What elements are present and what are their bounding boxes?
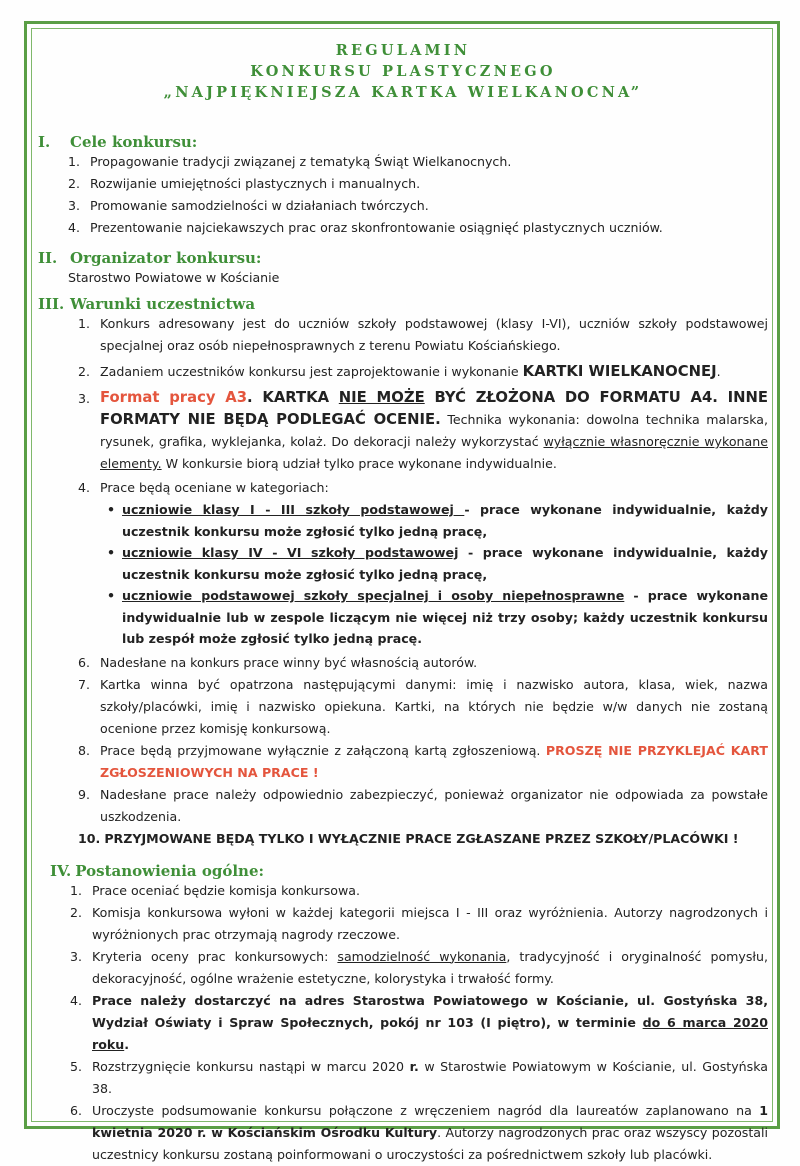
section-title: Organizator konkursu: — [70, 249, 262, 267]
list-item: 9. Nadesłane prace należy odpowiednio zabezpieczyć, ponieważ organizator nie odpowiada za powstałe uszkodzenia. — [78, 786, 768, 824]
title-line-2: KONKURSU PLASTYCZNEGO — [250, 63, 556, 80]
section-heading — [38, 295, 768, 313]
list-item: • uczniowie klasy I - III szkoły podstawowej - prace wykonane indywidualnie, każdy uczestnik konkursu może zgłosić tylko jedną pracę, — [106, 502, 768, 539]
section-organizer — [38, 249, 768, 289]
list-item: 10. PRZYJMOWANE BĘDĄ TYLKO I WYŁĄCZNIE PRACE ZGŁASZANE PRZEZ SZKOŁY/PLACÓWKI ! — [78, 830, 739, 846]
document-title — [38, 36, 768, 103]
section-title: Cele konkursu: — [70, 133, 198, 151]
list-item: 1. Prace oceniać będzie komisja konkursowa. — [70, 882, 361, 898]
list-item: 2. Rozwijanie umiejętności plastycznych i manualnych. — [68, 176, 421, 191]
section-conditions — [38, 295, 768, 850]
list-item: • uczniowie klasy IV - VI szkoły podstawowej - prace wykonane indywidualnie, każdy uczestnik konkursu może zgłosić tylko jedną pracę, — [106, 545, 768, 582]
section-number: II. — [38, 249, 58, 267]
goals-list — [38, 151, 768, 239]
conditions-list — [38, 313, 768, 499]
section-title: Warunki uczestnictwa — [70, 295, 256, 313]
list-item: 4. Prezentowanie najciekawszych prac oraz skonfrontowanie osiągnięć plastycznych uczniów. — [68, 220, 663, 235]
title-line-1: REGULAMIN — [335, 42, 471, 59]
section-heading — [38, 249, 768, 267]
provisions-list — [38, 880, 768, 1166]
organizer-name: Starostwo Powiatowe w Kościanie — [68, 270, 280, 285]
list-item: 2. Komisja konkursowa wyłoni w każdej kategorii miejsca I - III oraz wyróżnienia. Autorzy nagrodzonych i wyróżnionych prac otrzymają nagrody rzeczowe. — [70, 904, 768, 942]
list-item: 3. Promowanie samodzielności w działaniach twórczych. — [68, 198, 429, 213]
section-heading — [38, 862, 768, 880]
section-number: III. — [38, 295, 65, 313]
list-item: 1. Propagowanie tradycji związanej z tematyką Świąt Wielkanocnych. — [68, 154, 512, 169]
title-line-3: „NAJPIĘKNIEJSZA KARTKA WIELKANOCNA” — [163, 84, 643, 101]
list-item: • uczniowie podstawowej szkoły specjalnej i osoby niepełnosprawne - prace wykonane indywidualnie lub w zespole liczącym nie więcej niż trzy osoby; każdy uczestnik konkursu lub zespół może zgłosić tylko jedną pracę. — [106, 588, 768, 646]
list-item: 6. Uroczyste podsumowanie konkursu połączone z wręczeniem nagród dla laureatów zaplanowano na 1 kwietnia 2020 r. w Kościańskim Ośrodku Kultury. Autorzy nagrodzonych prac oraz wszyscy pozostali uczestnicy konkursu zostaną poinformowani o uroczystości za pośrednictwem szkoły lub placówki. — [70, 1102, 768, 1162]
categories-list — [38, 499, 768, 650]
section-number: I. — [38, 133, 51, 151]
list-item: 5. Rozstrzygnięcie konkursu nastąpi w marcu 2020 r. w Starostwie Powiatowym w Kościanie, ul. Gostyńska 38. — [70, 1058, 768, 1096]
section-title: Postanowienia ogólne: — [75, 861, 265, 880]
conditions-list-continued — [38, 652, 768, 850]
section-number: IV. — [50, 861, 72, 880]
list-item: 3. Kryteria oceny prac konkursowych: samodzielność wykonania, tradycyjność i oryginalność pomysłu, dekoracyjność, ogólne wrażenie estetyczne, kolorystyka i trwałość formy. — [70, 948, 768, 986]
list-item: 1. Konkurs adresowany jest do uczniów szkoły podstawowej (klasy I-VI), uczniów szkoły podstawowej specjalnej oraz osób niepełnosprawnych z terenu Powiatu Kościańskiego. — [78, 316, 768, 353]
list-item: 4. Prace należy dostarczyć na adres Starostwa Powiatowego w Kościanie, ul. Gostyńska 38, Wydział Oświaty i Spraw Społecznych, pokój nr 103 (I piętro), w terminie do 6 marca 2020 roku. — [70, 992, 768, 1052]
section-goals — [38, 133, 768, 239]
document-content — [38, 36, 768, 1166]
section-general-provisions — [38, 862, 768, 1166]
list-item: 7. Kartka winna być opatrzona następującymi danymi: imię i nazwisko autora, klasa, wiek, nazwa szkoły/placówki, imię i nazwisko opiekuna. Kartki, na których nie będzie w/w danych nie zostaną ocenione przez komisję konkursową. — [78, 676, 768, 736]
list-item: 4. Prace będą oceniane w kategoriach: — [78, 480, 329, 495]
list-item: 8. Prace będą przyjmowane wyłącznie z załączoną kartą zgłoszeniową. PROSZĘ NIE PRZYKLEJAĆ KART ZGŁOSZENIOWYCH NA PRACE ! — [78, 742, 769, 780]
list-item: 3. Format pracy A3. KARTKA NIE MOŻE BYĆ ZŁOŻONA DO FORMATU A4. INNE FORMATY NIE BĘDĄ PODLEGAĆ OCENIE. Technika wykonania: dowolna technika malarska, rysunek, grafika, wyklejanka, kolaż. Do dekoracji należy wykorzystać wyłącznie własnoręcznie wykonane elementy. W konkursie biorą udział tylko prace wykonane indywidualnie. — [78, 389, 768, 471]
section-heading — [38, 133, 768, 151]
list-item: 2. Zadaniem uczestników konkursu jest zaprojektowanie i wykonanie KARTKI WIELKANOCNEJ. — [78, 363, 721, 380]
list-item: 6. Nadesłane na konkurs prace winny być własnością autorów. — [78, 654, 478, 670]
